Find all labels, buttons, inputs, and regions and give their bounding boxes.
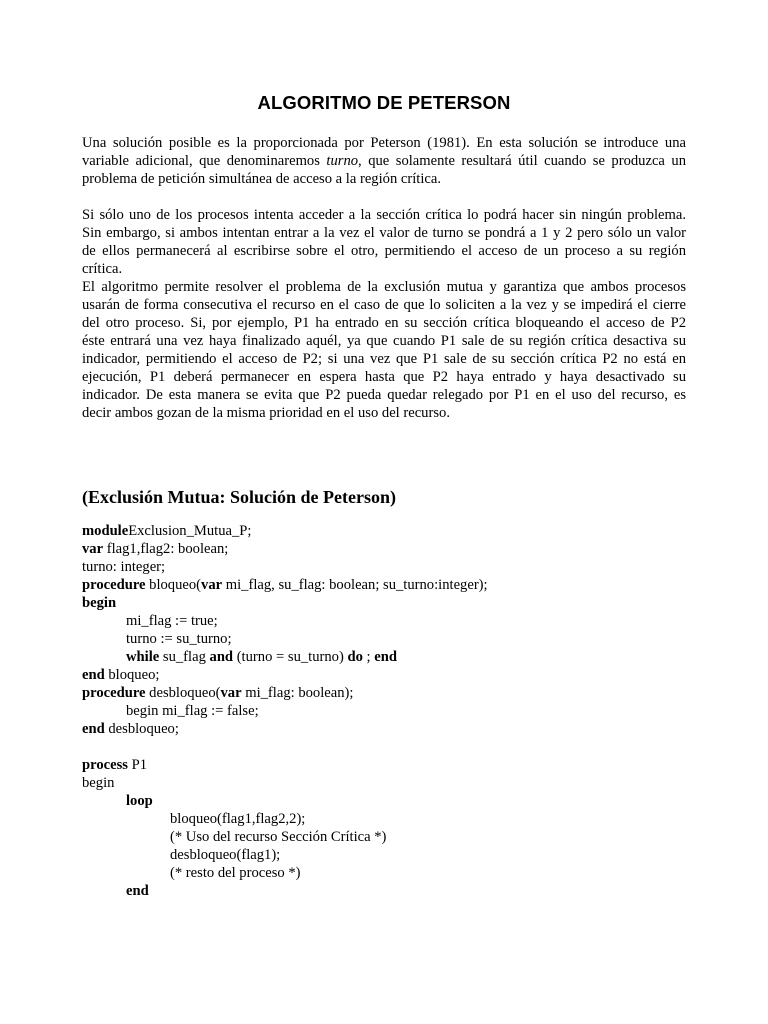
- code-listing: [82, 522, 686, 900]
- code-keyword: var: [201, 577, 223, 593]
- code-line: [82, 774, 686, 792]
- code-line: [82, 810, 686, 828]
- paragraph-line: decir ambos gozan de la misma prioridad en el uso del recurso.: [82, 405, 450, 421]
- paragraph-algorithm: [82, 278, 686, 422]
- code-keyword: while: [126, 649, 160, 665]
- text-run: , que solamente resultará útil cuando se produzca un: [358, 153, 686, 169]
- code-text: begin mi_flag := false;: [126, 703, 259, 719]
- code-text: ;: [362, 649, 375, 665]
- code-text: P1: [127, 757, 148, 773]
- paragraph-line: éste entrará una vez haya finalizado aquél, ya que cuando P1 sale de su región crítica desactiva su: [82, 333, 686, 349]
- code-keyword: end: [82, 667, 105, 683]
- code-keyword: begin: [82, 595, 117, 611]
- code-text: bloqueo(flag1,flag2,2);: [170, 811, 306, 827]
- paragraph-line: indicador. De esta manera se evita que P2 pueda quedar relegado por P1 en el uso del recurso, es: [82, 387, 686, 403]
- paragraph-line: Si sólo uno de los procesos intenta acceder a la sección crítica lo podrá hacer sin ningún problema.: [82, 207, 686, 223]
- code-keyword: var: [82, 541, 104, 557]
- paragraph-line: indicador, permitiendo el acceso de P2; si una vez que P1 sale de su sección crítica P2 no está en: [82, 351, 686, 367]
- code-line: [82, 594, 686, 612]
- code-line: [82, 882, 686, 900]
- code-text: begin: [82, 775, 115, 791]
- code-keyword: var: [220, 685, 242, 701]
- code-text: turno: integer;: [82, 559, 166, 575]
- code-line: [82, 792, 686, 810]
- code-text: bloqueo;: [104, 667, 160, 683]
- code-keyword: procedure: [82, 577, 146, 593]
- code-text: mi_flag := true;: [126, 613, 218, 629]
- paragraph-single-process: [82, 206, 686, 278]
- code-line: [82, 702, 686, 720]
- code-line: [82, 864, 686, 882]
- code-line: [82, 738, 686, 756]
- code-text: flag1,flag2: boolean;: [103, 541, 229, 557]
- code-line: [82, 828, 686, 846]
- paragraph-line: crítica.: [82, 261, 123, 277]
- code-keyword: end: [126, 883, 149, 899]
- code-text: (* resto del proceso *): [170, 865, 301, 881]
- paragraph-line: [82, 152, 686, 170]
- text-run: variable adicional, que denominaremos: [82, 153, 327, 169]
- code-line: [82, 576, 686, 594]
- code-text: bloqueo(: [145, 577, 202, 593]
- code-line: [82, 630, 686, 648]
- code-keyword: do: [347, 649, 363, 665]
- section-heading: (Exclusión Mutua: Solución de Peterson): [82, 487, 397, 507]
- code-line: [82, 684, 686, 702]
- paragraph-line: El algoritmo permite resolver el problema de la exclusión mutua y garantiza que ambos procesos: [82, 279, 686, 295]
- code-text: mi_flag: boolean);: [241, 685, 354, 701]
- paragraph-line: del otro proceso. Si, por ejemplo, P1 ha entrado en su sección crítica bloqueando el acceso de P2: [82, 315, 686, 331]
- code-line: [82, 540, 686, 558]
- code-line: [82, 522, 686, 540]
- code-keyword: and: [209, 649, 234, 665]
- code-keyword: end: [374, 649, 397, 665]
- code-text: desbloqueo(flag1);: [170, 847, 281, 863]
- paragraph-line: problema de petición simultánea de acceso a la región crítica.: [82, 171, 442, 187]
- code-text: Exclusion_Mutua_P;: [128, 523, 252, 539]
- paragraph-intro: [82, 134, 686, 188]
- code-line: [82, 756, 686, 774]
- paragraph-line: Una solución posible es la proporcionada por Peterson (1981). En esta solución se introduce una: [82, 135, 686, 151]
- code-text: su_flag: [159, 649, 210, 665]
- code-text: desbloqueo(: [145, 685, 221, 701]
- code-line: [82, 720, 686, 738]
- code-line: [82, 558, 686, 576]
- code-line: [82, 846, 686, 864]
- code-line: [82, 612, 686, 630]
- italic-term: turno: [326, 153, 359, 169]
- code-text: mi_flag, su_flag: boolean; su_turno:integer);: [222, 577, 488, 593]
- page-title: ALGORITMO DE PETERSON: [257, 92, 511, 113]
- paragraph-line: usarán de forma consecutiva el recurso en el caso de que lo soliciten a la vez y se impedirá el cierre: [82, 297, 686, 313]
- code-keyword: process: [82, 757, 128, 773]
- code-keyword: loop: [126, 793, 153, 809]
- code-line: [82, 666, 686, 684]
- code-keyword: module: [82, 523, 129, 539]
- paragraph-line: de ellos permanecerá al escribirse sobre el otro, permitiendo el acceso de un proceso a su región: [82, 243, 686, 259]
- code-keyword: procedure: [82, 685, 146, 701]
- code-text: (turno = su_turno): [233, 649, 348, 665]
- code-text: turno := su_turno;: [126, 631, 232, 647]
- code-text: (* Uso del recurso Sección Crítica *): [170, 829, 387, 845]
- code-keyword: end: [82, 721, 105, 737]
- code-text: desbloqueo;: [104, 721, 179, 737]
- paragraph-line: ejecución, P1 deberá permanecer en espera hasta que P2 haya entrado y haya desactivado su: [82, 369, 686, 385]
- code-line: [82, 648, 686, 666]
- paragraph-line: Sin embargo, si ambos intentan entrar a la vez el valor de turno se pondrá a 1 y 2 pero sólo un valor: [82, 225, 686, 241]
